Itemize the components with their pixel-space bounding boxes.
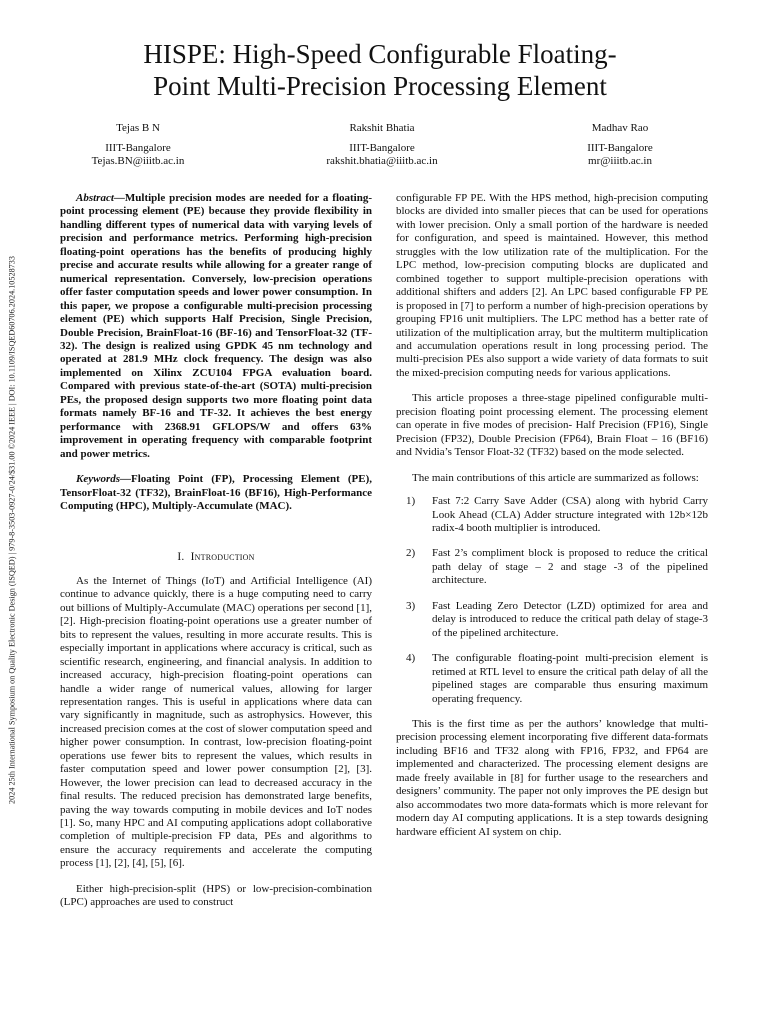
author-1 xyxy=(38,122,238,169)
body-paragraph-1: configurable FP PE. With the HPS method, high-precision computing blocks are divided into smaller pieces that can be used for operations with lower precision. Only a small portion of the hardware is needed for configuration, and speed is maintained. However, this method struggles with the low utilization rate of the multiplication. For the LPC method, low-precision computing blocks are duplicated and combined together to support multiple-precision operations with additional shifters and adders [2]. An LPC based configurable FP PE is proposed in [7] to perform a number of high-precision operations by grouping FP16 unit multipliers. The LPC method has a better rate of utilization of the multiplication array, but the multiterm multiplication and accumulation operations result in long processing period. The multi-precision PEs also support a wide variety of data formats to suit the mixed-precision computing needs for various applications. xyxy=(396,192,708,379)
author-name: Madhav Rao xyxy=(591,122,649,134)
title-line-1: HISPE: High-Speed Configurable Floating- xyxy=(143,39,617,69)
abstract-text: Multiple precision modes are needed for a floating-point processing element (PE) because they provide flexibility in handling different types of numerical data with varying levels of precision and performance metrics. Performing high-precision floating-point operations has the benefits of producing highly precise and accurate results while allowing for a greater range of numerical representation. Conversely, low-precision operations offer faster computation speeds and lower power consumption. In this paper, we propose a configurable multi-precision processing element (PE) which supports Half Precision, Single Precision, Double Precision, BrainFloat-16 (BF-16) and TensorFloat-32 (TF-32). The design is realized using GPDK 45 nm technology and operated at 281.9 MHz clock frequency. The design was also implemented on Xilinx ZCU104 FPGA evaluation board. Compared with previous state-of-the-art (SOTA) multi-precision PEs, the proposed design supports two more floating point data formats namely BF-16 and TF-32. It achieves the best energy performance with 2368.91 GFLOPS/W and offers 63% improvement in operating frequency with comparable footprint and power metrics. xyxy=(60,192,372,460)
author-email: mr@iiitb.ac.in xyxy=(588,155,652,167)
section-heading-introduction xyxy=(60,551,372,564)
body-paragraph-2: This article proposes a three-stage pipelined configurable multi-precision floating point processing element. The processing element can operate in five modes of precision- Half Precision (FP16), Single Precision (FP32), Double Precision (FP64), Brain Float – 16 (BF16) and Nvidia’s Tensor Float-32 (TF32) based on the mode selected. xyxy=(396,392,708,459)
list-item-text: Fast 2’s compliment block is proposed to reduce the critical path delay of stage – 2 and stage -3 of the pipelined architecture. xyxy=(432,547,708,587)
list-item xyxy=(396,600,708,640)
sidebar-citation-text: 2024 25th International Symposium on Quality Electronic Design (ISQED) | 979-8-3503-0927-0/24/$31.00 ©2024 IEEE | DOI: 10.1109/ISQED60706.2024.10528733 xyxy=(7,256,17,804)
title-line-2: Point Multi-Precision Processing Element xyxy=(153,71,607,101)
author-email: rakshit.bhatia@iiitb.ac.in xyxy=(326,155,438,167)
list-item-number: 4) xyxy=(406,652,416,665)
author-affiliation: IIIT-Bangalore xyxy=(105,141,171,154)
body-paragraph-3: The main contributions of this article are summarized as follows: xyxy=(412,471,699,484)
list-item-number: 2) xyxy=(406,547,416,560)
author-email: Tejas.BN@iiitb.ac.in xyxy=(91,155,185,167)
author-name: Tejas B N xyxy=(116,122,160,134)
list-item xyxy=(396,547,708,587)
intro-paragraph-1: As the Internet of Things (IoT) and Artificial Intelligence (AI) continue to advance quickly, there is a huge computing need to carry out billions of Multiply-Accumulate (MAC) operations per second [1], [2]. High-precision floating-point operations use a greater number of bits to represent the values, resulting in more accurate results. This is especially important in applications where accuracy is critical, such as scientific research, engineering, and financial analysis. In addition to increased accuracy, high-precision floating-point operations can handle a wider range of numerical values, allowing for larger representation ranges. This is useful in applications where data can vary significantly in magnitude, such as astrophysics. However, this increased precision comes at the cost of slower computation speed and higher power consumption. In contrast, low-precision floating-point operations use fewer bits to represent the values, which results in faster computation speed and lower power consumption [2], [3]. However, the lower precision can lead to decreased accuracy in the final results. The reduced precision has demonstrated large benefits, paving the way towards computing in mobile devices and IoT nodes [1]. So, many HPC and AI computing applications adopt collaborative completion of multiple-precision FP data, PEs and algorithms to ensure the accuracy requirements and accelerate the computing process [1], [2], [4], [5], [6]. xyxy=(60,574,372,870)
sidebar-citation xyxy=(2,180,22,880)
section-number: I. xyxy=(177,551,185,564)
section-title: Introduction xyxy=(190,551,255,564)
abstract-label: Abstract— xyxy=(76,192,125,204)
contributions-list xyxy=(396,495,708,706)
list-item-text: Fast Leading Zero Detector (LZD) optimized for area and delay is introduced to reduce the critical path delay of stage-3 of the pipelined architecture. xyxy=(432,599,708,639)
author-block xyxy=(60,122,708,172)
list-item-number: 3) xyxy=(406,599,416,612)
left-column xyxy=(60,192,372,910)
list-item xyxy=(396,495,708,535)
list-item-text: Fast 7:2 Carry Save Adder (CSA) along with hybrid Carry Look Ahead (CLA) Adder structure integrated with 12b×12b radix-4 booth multiplier is introduced. xyxy=(432,495,708,534)
keywords-label: Keywords— xyxy=(76,473,131,486)
author-name: Rakshit Bhatia xyxy=(349,122,415,134)
author-affiliation: IIIT-Bangalore xyxy=(587,141,653,154)
abstract xyxy=(60,192,372,461)
intro-paragraph-2: Either high-precision-split (HPS) or low-precision-combination (LPC) approaches are used to construct xyxy=(60,882,372,909)
body-paragraph-4: This is the first time as per the authors’ knowledge that multi-precision processing element incorporating five different data-formats including BF16 and TF32 along with FP16, FP32, and FP64 are implemented and characterized. The processing element designs are made freely available in [8] for further usage to the researchers and designers’ community. The paper not only improves the PE design but also accommodates two more data-formats which is more relevant for modern day AI computing applications. It is a step towards designing hardware efficient AI system on chip. xyxy=(396,717,708,838)
list-item-text: The configurable floating-point multi-precision element is retimed at RTL level to ensure the critical path delay of all the pipelined stages are comparable thus ensuring maximum operating frequency. xyxy=(432,652,708,705)
author-affiliation: IIIT-Bangalore xyxy=(349,141,415,154)
keywords xyxy=(60,473,372,513)
list-item-number: 1) xyxy=(406,495,416,508)
list-item xyxy=(396,652,708,706)
author-3 xyxy=(520,122,720,169)
paper-title xyxy=(60,38,700,102)
right-column xyxy=(396,192,708,839)
keywords-text: Floating Point (FP), Processing Element (PE), TensorFloat-32 (TF32), BrainFloat-16 (BF16), High-Performance Computing (HPC), Multiply-Accumulate (MAC). xyxy=(60,473,372,512)
author-2 xyxy=(282,122,482,169)
